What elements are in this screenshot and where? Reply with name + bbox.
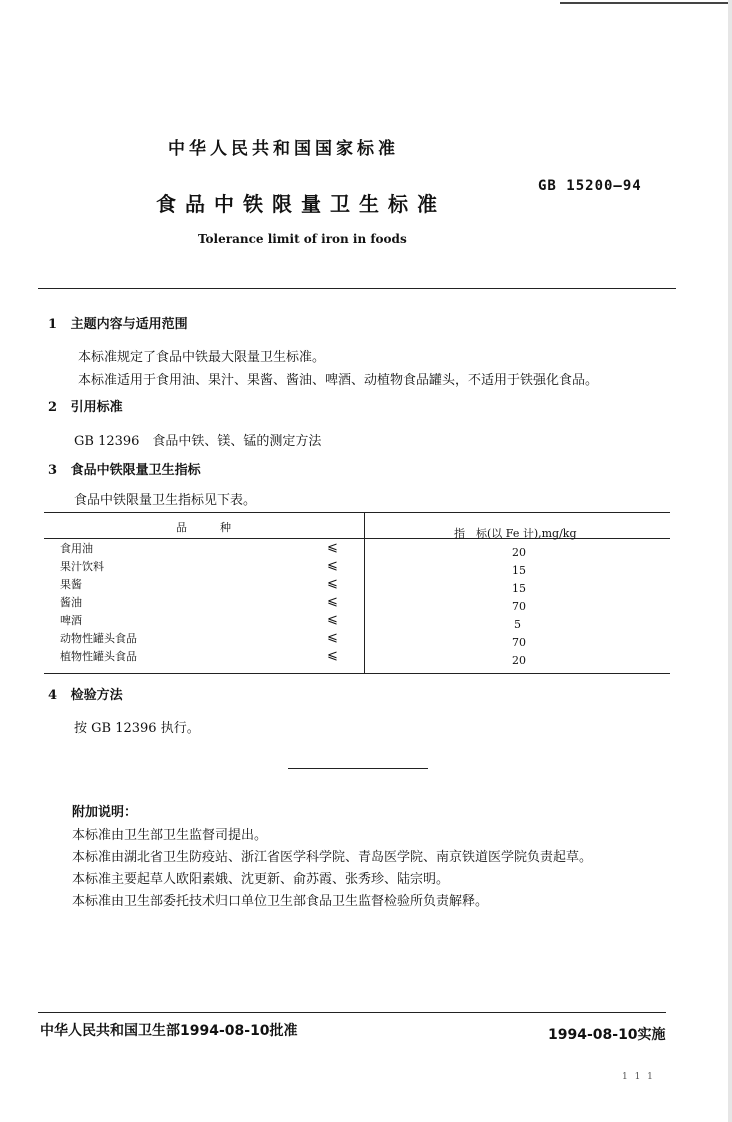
section-2-heading: [48, 396, 123, 415]
table-bottom-rule: [44, 673, 670, 674]
food-name: 酱油: [60, 596, 82, 609]
table-column-divider: [364, 512, 365, 673]
footer-rule: [38, 1012, 666, 1013]
note-line: 本标准由卫生部委托技术归口单位卫生部食品卫生监督检验所负责解释。: [72, 894, 489, 909]
table-header-limit: 指 标(以 Fe 计),mg/kg: [454, 527, 577, 540]
limit-value: 15: [512, 564, 526, 577]
less-equal-symbol: ⩽: [327, 630, 338, 645]
reference-standard: GB 12396 食品中铁、镁、锰的测定方法: [74, 434, 322, 449]
food-name: 果汁饮料: [60, 560, 104, 573]
less-equal-symbol: ⩽: [327, 612, 338, 627]
section-number: 2: [48, 400, 58, 415]
food-name: 啤酒: [60, 614, 82, 627]
section-number: 4: [48, 688, 58, 703]
paragraph: 食品中铁限量卫生指标见下表。: [74, 493, 257, 508]
standard-org: 中华人民共和国国家标准: [168, 139, 399, 159]
table-header-variety: 品 种: [176, 521, 231, 534]
less-equal-symbol: ⩽: [327, 558, 338, 573]
document-title: 食品中铁限量卫生标准: [156, 192, 446, 216]
header-rule: [38, 288, 676, 289]
less-equal-symbol: ⩽: [327, 576, 338, 591]
section-number: 3: [48, 463, 58, 478]
table-top-rule: [44, 512, 670, 513]
section-4-heading: [48, 684, 123, 703]
standard-number: GB 15200—94: [538, 178, 642, 194]
implementation-date: 1994-08-10实施: [548, 1027, 666, 1043]
limit-value: 15: [512, 582, 526, 595]
page-edge-line: [560, 2, 732, 4]
limit-value: 20: [512, 654, 526, 667]
section-1-heading: [48, 313, 188, 332]
paragraph: 本标准规定了食品中铁最大限量卫生标准。: [78, 350, 326, 365]
section-number: 1: [48, 317, 58, 332]
section-title: 检验方法: [70, 688, 123, 703]
english-title: Tolerance limit of iron in foods: [198, 232, 407, 246]
less-equal-symbol: ⩽: [327, 594, 338, 609]
less-equal-symbol: ⩽: [327, 540, 338, 555]
limit-value: 20: [512, 546, 526, 559]
paragraph: 按 GB 12396 执行。: [74, 721, 200, 736]
page-mark: 1 1 1: [622, 1072, 655, 1082]
section-title: 食品中铁限量卫生指标: [70, 463, 201, 478]
food-name: 动物性罐头食品: [60, 632, 137, 645]
note-line: 本标准由湖北省卫生防疫站、浙江省医学科学院、青岛医学院、南京铁道医学院负责起草。: [72, 850, 593, 865]
food-name: 植物性罐头食品: [60, 650, 137, 663]
paragraph: 本标准适用于食用油、果汁、果酱、酱油、啤酒、动植物食品罐头，不适用于铁强化食品。: [78, 373, 599, 388]
approval-line: 中华人民共和国卫生部1994-08-10批准: [40, 1023, 298, 1039]
note-line: 本标准由卫生部卫生监督司提出。: [72, 828, 268, 843]
limit-value: 5: [514, 618, 521, 631]
note-line: 本标准主要起草人欧阳素娥、沈更新、俞苏霞、张秀珍、陆宗明。: [72, 872, 450, 887]
limit-value: 70: [512, 600, 526, 613]
end-rule: [288, 768, 428, 769]
page-edge-shadow: [728, 0, 732, 1122]
less-equal-symbol: ⩽: [327, 648, 338, 663]
food-name: 食用油: [60, 542, 93, 555]
food-name: 果酱: [60, 578, 82, 591]
section-title: 引用标准: [70, 400, 123, 415]
section-title: 主题内容与适用范围: [70, 317, 188, 332]
notes-title: 附加说明：: [72, 805, 138, 820]
section-3-heading: [48, 459, 201, 478]
limit-value: 70: [512, 636, 526, 649]
